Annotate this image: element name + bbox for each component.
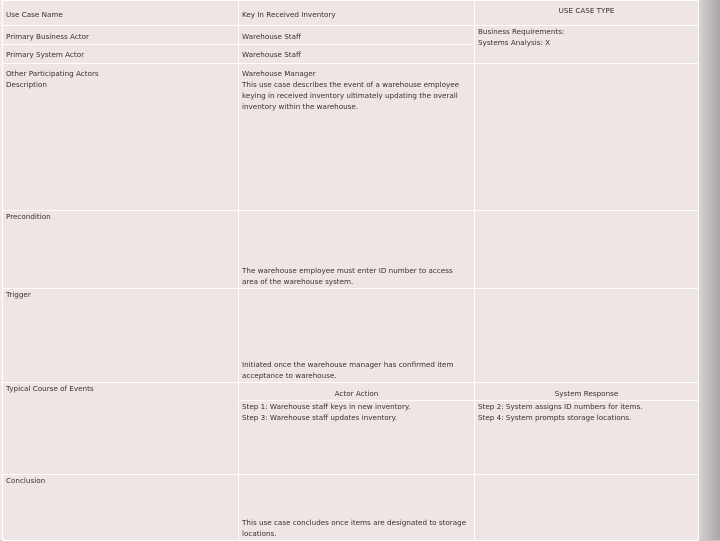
use-case-type-value xyxy=(475,26,699,64)
system-response-header: System Response xyxy=(554,389,619,398)
other-actors-value: Warehouse Manager xyxy=(242,69,316,78)
actors-description-values xyxy=(239,64,475,211)
description-value: This use case describes the event of a warehouse employee keying in received inventory ultimately updating the overall inventory within the warehouse. xyxy=(242,80,460,111)
primary-business-actor-value: Warehouse Staff xyxy=(239,26,475,45)
system-step-4: Step 4: System prompts storage locations. xyxy=(478,413,632,422)
actor-action-cell xyxy=(239,383,475,475)
empty-cell-description xyxy=(475,64,699,211)
trigger-label: Trigger xyxy=(3,289,239,383)
trigger-value: Initiated once the warehouse manager has confirmed item acceptance to warehouse. xyxy=(239,289,475,383)
actors-description-labels xyxy=(3,64,239,211)
primary-business-actor-label: Primary Business Actor xyxy=(3,26,239,45)
use-case-type-label: USE CASE TYPE xyxy=(558,6,615,15)
business-requirements-text: Business Requirements: xyxy=(478,27,565,36)
typical-course-label: Typical Course of Events xyxy=(3,383,239,475)
empty-cell-precondition xyxy=(475,211,699,289)
actor-action-header: Actor Action xyxy=(334,389,379,398)
actor-step-3: Step 3: Warehouse staff updates inventory. xyxy=(242,413,398,422)
page-edge-shadow xyxy=(698,0,720,540)
systems-analysis-text: Systems Analysis: X xyxy=(478,38,551,47)
empty-cell-conclusion xyxy=(475,475,699,541)
description-label: Description xyxy=(6,80,47,89)
actor-step-1: Step 1: Warehouse staff keys in new inventory. xyxy=(242,402,411,411)
use-case-table xyxy=(2,0,699,541)
precondition-label: Precondition xyxy=(3,211,239,289)
system-step-2: Step 2: System assigns ID numbers for items. xyxy=(478,402,643,411)
use-case-name-label: Use Case Name xyxy=(3,1,239,26)
use-case-name-value: Key In Received Inventory xyxy=(239,1,475,26)
primary-system-actor-label: Primary System Actor xyxy=(3,45,239,64)
precondition-value: The warehouse employee must enter ID number to access area of the warehouse system. xyxy=(239,211,475,289)
empty-cell-trigger xyxy=(475,289,699,383)
conclusion-label: Conclusion xyxy=(3,475,239,541)
conclusion-value: This use case concludes once items are designated to storage locations. xyxy=(239,475,475,541)
system-response-cell xyxy=(475,383,699,475)
other-actors-label: Other Participating Actors xyxy=(6,69,99,78)
primary-system-actor-value: Warehouse Staff xyxy=(239,45,475,64)
use-case-type-header xyxy=(475,1,699,26)
